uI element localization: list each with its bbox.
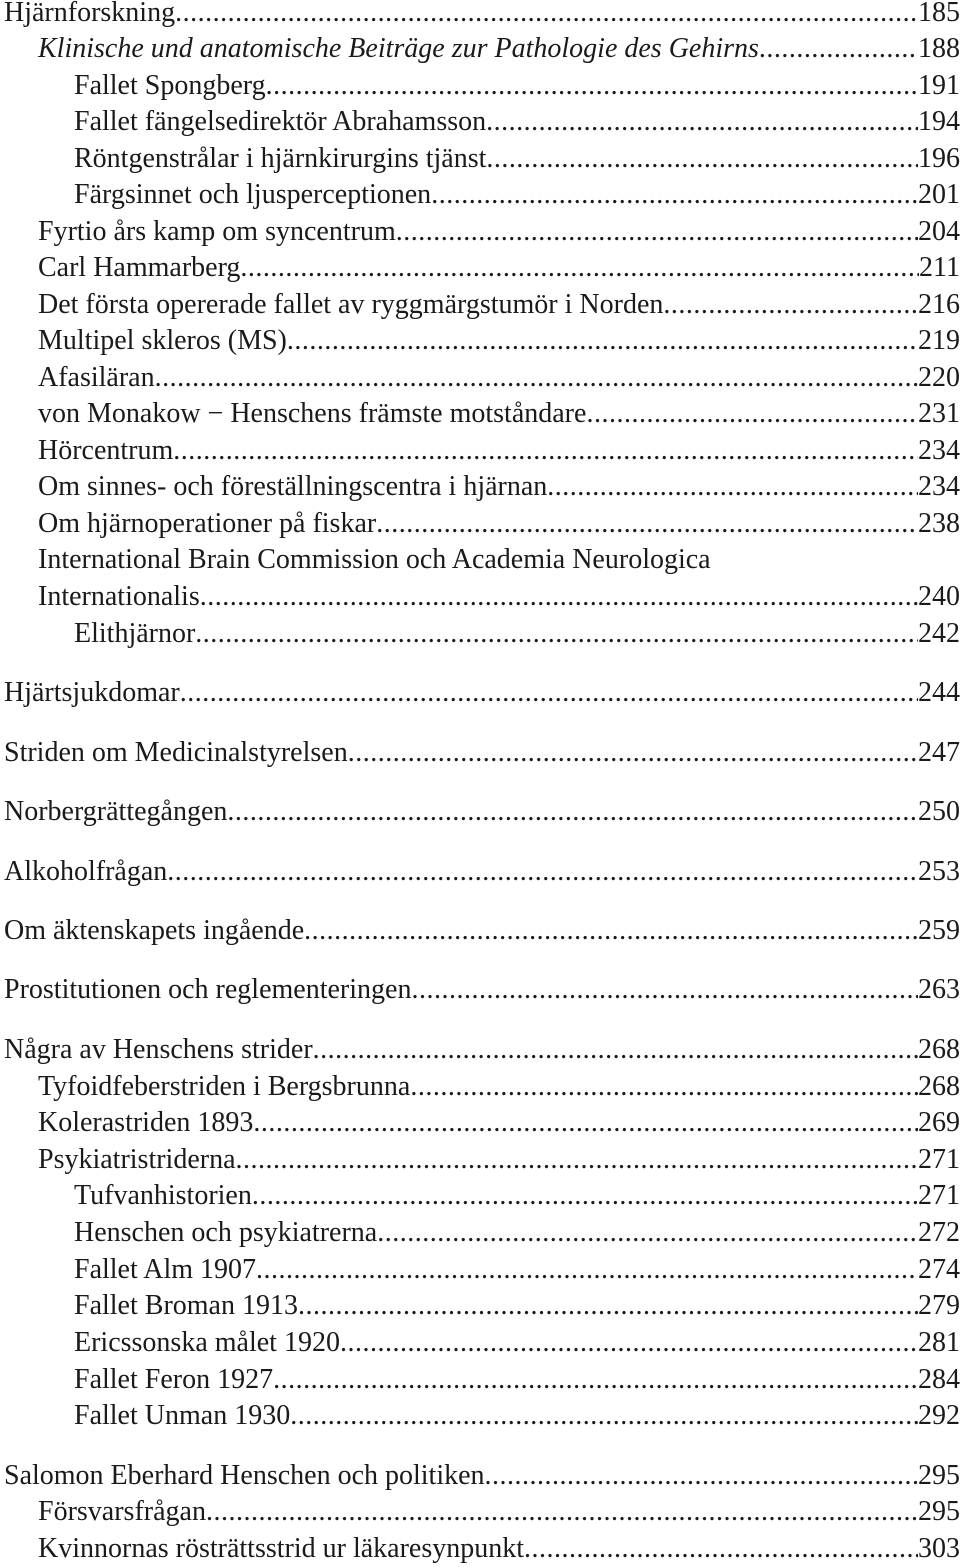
toc-entry-page-number: 272 — [918, 1217, 960, 1248]
toc-entry-page-number: 271 — [918, 1144, 960, 1175]
toc-entry-title: Tufvanhistorien — [74, 1180, 252, 1211]
toc-entry-page-number: 244 — [918, 677, 960, 708]
toc-entry-page-number: 268 — [918, 1034, 960, 1065]
toc-entry[interactable] — [0, 287, 960, 323]
toc-entry-page-number: 269 — [918, 1107, 960, 1138]
dot-leader — [486, 104, 918, 140]
toc-entry-page-number: 188 — [918, 33, 960, 64]
toc-entry-title: Fallet fängelsedirektör Abrahamsson — [74, 106, 487, 137]
toc-entry-title: Fallet Spongberg — [74, 70, 266, 101]
dot-leader — [200, 579, 918, 615]
toc-entry-title: Färgsinnet och ljusperceptionen — [74, 179, 432, 210]
toc-entry-title: von Monakow − Henschens främste motståndare — [38, 398, 587, 429]
toc-entry-page-number: 303 — [918, 1533, 960, 1564]
toc-entry[interactable] — [0, 542, 960, 578]
toc-entry-title: Kvinnornas rösträttsstrid ur läkaresynpunkt — [38, 1533, 525, 1564]
dot-leader — [256, 1252, 918, 1288]
dot-leader — [410, 1069, 918, 1105]
dot-leader — [304, 913, 918, 949]
toc-entry-page-number: 219 — [918, 325, 960, 356]
toc-entry[interactable] — [0, 1105, 960, 1141]
toc-entry[interactable] — [0, 250, 960, 286]
toc-entry-title: Multipel skleros (MS) — [38, 325, 287, 356]
toc-entry-title: Hörcentrum — [38, 435, 174, 466]
toc-entry[interactable] — [0, 506, 960, 542]
dot-leader — [313, 1032, 918, 1068]
toc-entry[interactable] — [0, 31, 960, 67]
dot-leader — [348, 735, 918, 771]
dot-leader — [266, 68, 918, 104]
toc-entry[interactable] — [0, 1458, 960, 1494]
toc-entry[interactable] — [0, 68, 960, 104]
toc-entry[interactable] — [0, 913, 960, 949]
toc-entry-page-number: 292 — [918, 1400, 960, 1431]
toc-entry-title: Henschen och psykiatrerna — [74, 1217, 378, 1248]
toc-entry-title: Fyrtio års kamp om syncentrum — [38, 216, 396, 247]
toc-entry-page-number: 196 — [918, 143, 960, 174]
toc-entry[interactable] — [0, 469, 960, 505]
toc-entry-title: Klinische und anatomische Beiträge zur Pathologie des Gehirns — [38, 33, 759, 64]
dot-leader — [486, 141, 918, 177]
toc-entry-title: Fallet Alm 1907 — [74, 1254, 256, 1285]
toc-entry-page-number: 231 — [918, 398, 960, 429]
toc-entry-title: Salomon Eberhard Henschen och politiken — [4, 1460, 485, 1491]
toc-entry[interactable] — [0, 323, 960, 359]
dot-leader — [240, 250, 919, 286]
toc-entry[interactable] — [0, 1215, 960, 1251]
dot-leader — [206, 1494, 918, 1530]
toc-entry[interactable] — [0, 1325, 960, 1361]
toc-entry[interactable] — [0, 854, 960, 890]
dot-leader — [376, 506, 918, 542]
toc-entry-page-number: 281 — [918, 1327, 960, 1358]
toc-entry-page-number: 295 — [918, 1496, 960, 1527]
toc-entry[interactable] — [0, 972, 960, 1008]
toc-entry[interactable] — [0, 1178, 960, 1214]
toc-entry-title: Alkoholfrågan — [4, 856, 168, 887]
toc-entry-page-number: 263 — [918, 974, 960, 1005]
dot-leader — [287, 323, 918, 359]
toc-entry-page-number: 238 — [918, 508, 960, 539]
toc-entry-title: Röntgenstrålar i hjärnkirurgins tjänst — [74, 143, 487, 174]
dot-leader — [298, 1288, 918, 1324]
dot-leader — [431, 177, 918, 213]
toc-entry-title: Hjärtsjukdomar — [4, 677, 180, 708]
toc-entry-page-number: 234 — [918, 435, 960, 466]
dot-leader — [167, 854, 918, 890]
toc-entry[interactable] — [0, 0, 960, 31]
toc-entry-page-number: 271 — [918, 1180, 960, 1211]
toc-entry[interactable] — [0, 616, 960, 652]
toc-entry[interactable] — [0, 104, 960, 140]
dot-leader — [173, 433, 918, 469]
toc-entry-page-number: 284 — [918, 1364, 960, 1395]
dot-leader — [252, 1178, 918, 1214]
toc-entry[interactable] — [0, 214, 960, 250]
toc-entry-title: Carl Hammarberg — [38, 252, 241, 283]
toc-entry-page-number: 279 — [918, 1290, 960, 1321]
toc-entry-title: Det första opererade fallet av ryggmärgstumör i Norden — [38, 289, 664, 320]
dot-leader — [195, 616, 918, 652]
toc-entry-title: Norbergrättegången — [4, 796, 228, 827]
toc-entry-page-number: 216 — [918, 289, 960, 320]
dot-leader — [273, 1362, 918, 1398]
toc-entry[interactable] — [0, 177, 960, 213]
toc-entry-title: Internationalis — [38, 581, 200, 612]
toc-entry[interactable] — [0, 1142, 960, 1178]
toc-entry-page-number: 204 — [918, 216, 960, 247]
toc-entry-title: Hjärnforskning — [4, 0, 176, 28]
toc-entry-title: Fallet Broman 1913 — [74, 1290, 298, 1321]
toc-entry[interactable] — [0, 396, 960, 432]
toc-entry[interactable] — [0, 360, 960, 396]
toc-entry-title: Prostitutionen och reglementeringen — [4, 974, 412, 1005]
toc-entry-title: Elithjärnor — [74, 618, 196, 649]
dot-leader — [377, 1215, 918, 1251]
toc-entry[interactable] — [0, 1362, 960, 1398]
toc-entry-title: International Brain Commission och Academia Neurologica — [38, 544, 711, 575]
dot-leader — [547, 469, 918, 505]
toc-entry-page-number: 259 — [918, 915, 960, 946]
toc-entry[interactable] — [0, 433, 960, 469]
dot-leader — [227, 794, 918, 830]
toc-entry-page-number: 242 — [918, 618, 960, 649]
dot-leader — [175, 0, 918, 31]
toc-entry-page-number: 194 — [918, 106, 960, 137]
toc-entry-title: Om äktenskapets ingående — [4, 915, 305, 946]
toc-entry-page-number: 253 — [918, 856, 960, 887]
toc-entry-title: Psykiatristriderna — [38, 1144, 236, 1175]
toc-entry-page-number: 211 — [919, 252, 960, 283]
toc-entry-title: Om hjärnoperationer på fiskar — [38, 508, 377, 539]
toc-entry[interactable] — [0, 1531, 960, 1567]
toc-entry-page-number: 295 — [918, 1460, 960, 1491]
toc-entry-title: Fallet Unman 1930 — [74, 1400, 291, 1431]
toc-entry[interactable] — [0, 1252, 960, 1288]
dot-leader — [290, 1398, 918, 1434]
toc-entry[interactable] — [0, 675, 960, 711]
toc-entry-page-number: 185 — [918, 0, 960, 28]
toc-entry-title: Om sinnes- och föreställningscentra i hjärnan — [38, 471, 548, 502]
toc-entry-page-number: 191 — [918, 70, 960, 101]
toc-entry-page-number: 240 — [918, 581, 960, 612]
dot-leader — [663, 287, 918, 323]
dot-leader — [411, 972, 918, 1008]
toc-entry[interactable] — [0, 1494, 960, 1530]
toc-entry-title: Försvarsfrågan — [38, 1496, 206, 1527]
dot-leader — [485, 1458, 918, 1494]
toc-entry[interactable] — [0, 794, 960, 830]
dot-leader — [586, 396, 918, 432]
toc-entry-page-number: 234 — [918, 471, 960, 502]
toc-entry[interactable] — [0, 1398, 960, 1434]
toc-entry-title: Striden om Medicinalstyrelsen — [4, 737, 348, 768]
toc-entry-page-number: 247 — [918, 737, 960, 768]
toc-entry-title: Afasiläran — [38, 362, 155, 393]
toc-entry-title: Ericssonska målet 1920 — [74, 1327, 340, 1358]
dot-leader — [524, 1531, 918, 1567]
dot-leader — [236, 1142, 918, 1178]
dot-leader — [396, 214, 918, 250]
toc-entry-title: Tyfoidfeberstriden i Bergsbrunna — [38, 1071, 411, 1102]
toc-entry[interactable] — [0, 141, 960, 177]
toc-entry[interactable] — [0, 579, 960, 615]
dot-leader — [759, 31, 918, 67]
toc-entry-page-number: 220 — [918, 362, 960, 393]
dot-leader — [340, 1325, 918, 1361]
toc-entry-title: Kolerastriden 1893 — [38, 1107, 254, 1138]
toc-entry[interactable] — [0, 1032, 960, 1068]
toc-entry-page-number: 250 — [918, 796, 960, 827]
dot-leader — [180, 675, 918, 711]
toc-entry-title: Några av Henschens strider — [4, 1034, 313, 1065]
toc-entry-page-number: 274 — [918, 1254, 960, 1285]
dot-leader — [253, 1105, 918, 1141]
toc-entry-page-number: 201 — [918, 179, 960, 210]
toc-entry-title: Fallet Feron 1927 — [74, 1364, 274, 1395]
toc-entry[interactable] — [0, 1069, 960, 1105]
toc-entry[interactable] — [0, 735, 960, 771]
dot-leader — [155, 360, 918, 396]
toc-entry-page-number: 268 — [918, 1071, 960, 1102]
toc-entry[interactable] — [0, 1288, 960, 1324]
